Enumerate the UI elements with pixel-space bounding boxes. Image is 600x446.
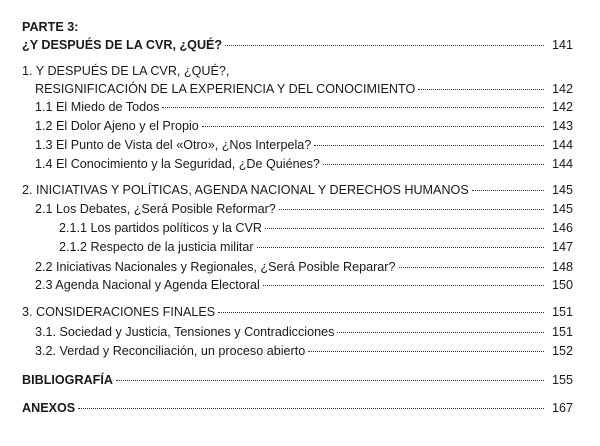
toc-entry-label: 2.3 Agenda Nacional y Agenda Electoral	[35, 278, 260, 292]
toc-entry-subsection	[0, 98, 600, 116]
toc-entry-section-2	[0, 181, 600, 199]
toc-page-number: 142	[551, 82, 573, 96]
dot-leader	[308, 350, 544, 352]
toc-entry-part-title	[0, 36, 600, 54]
toc-entry-subsection	[0, 342, 600, 360]
toc-entry-annexes	[0, 399, 600, 417]
toc-page-number: 151	[551, 325, 573, 339]
dot-leader	[202, 125, 544, 127]
toc-entry-subsection	[0, 155, 600, 173]
toc-entry-label: 2.1 Los Debates, ¿Será Posible Reformar?	[35, 202, 276, 216]
toc-page-number: 144	[551, 157, 573, 171]
toc-entry-subsection	[0, 136, 600, 154]
toc-page-number: 147	[551, 240, 573, 254]
toc-page-number: 152	[551, 344, 573, 358]
toc-entry-subsection	[0, 323, 600, 341]
toc-page-number: 146	[551, 221, 573, 235]
toc-page-number: 141	[551, 38, 573, 52]
toc-entry-label: 3. CONSIDERACIONES FINALES	[22, 305, 216, 319]
toc-entry-label: RESIGNIFICACIÓN DE LA EXPERIENCIA Y DEL CONOCIMIENTO	[35, 82, 416, 96]
dot-leader	[323, 163, 544, 165]
dot-leader	[279, 208, 544, 210]
toc-page-number: 151	[551, 305, 573, 319]
toc-entry-label: 2.1.2 Respecto de la justicia militar	[59, 240, 254, 254]
toc-entry-subsubsection	[0, 238, 600, 256]
toc-page-number: 155	[551, 373, 573, 387]
dot-leader	[314, 144, 544, 146]
dot-leader	[218, 311, 544, 313]
toc-entry-label: 1. Y DESPUÉS DE LA CVR, ¿QUÉ?,	[22, 64, 230, 78]
toc-entry-label: 2.2 Iniciativas Nacionales y Regionales, ¿Será Posible Reparar?	[35, 260, 396, 274]
toc-page-number: 144	[551, 138, 573, 152]
toc-entry-section-3	[0, 303, 600, 321]
toc-entry-subsection	[0, 258, 600, 276]
toc-entry-label: 3.1. Sociedad y Justicia, Tensiones y Contradicciones	[35, 325, 335, 339]
dot-leader	[337, 331, 544, 333]
toc-page-number: 143	[551, 119, 573, 133]
toc-entry-label: ANEXOS	[22, 401, 76, 415]
toc-entry-label: BIBLIOGRAFÍA	[22, 373, 113, 387]
dot-leader	[265, 227, 544, 229]
toc-page-number: 142	[551, 100, 573, 114]
toc-entry-subsection	[0, 117, 600, 135]
toc-entry-bibliography	[0, 371, 600, 389]
toc-page-number: 150	[551, 278, 573, 292]
dot-leader	[399, 266, 544, 268]
dot-leader	[263, 284, 544, 286]
dot-leader	[225, 44, 544, 46]
toc-page-number: 167	[551, 401, 573, 415]
toc-page-number: 148	[551, 260, 573, 274]
toc-entry-subsection	[0, 200, 600, 218]
toc-entry-label: 1.2 El Dolor Ajeno y el Propio	[35, 119, 199, 133]
toc-entry-label: 1.4 El Conocimiento y la Seguridad, ¿De Quiénes?	[35, 157, 320, 171]
dot-leader	[472, 189, 544, 191]
part-heading: PARTE 3:	[22, 20, 79, 34]
dot-leader	[418, 88, 544, 90]
toc-entry-label: ¿Y DESPUÉS DE LA CVR, ¿QUÉ?	[22, 38, 223, 52]
toc-entry-label: 3.2. Verdad y Reconciliación, un proceso abierto	[35, 344, 306, 358]
dot-leader	[116, 379, 544, 381]
toc-entry-subsubsection	[0, 219, 600, 237]
toc-page-number: 145	[551, 183, 573, 197]
toc-entry-label: 2. INICIATIVAS Y POLÍTICAS, AGENDA NACIONAL Y DERECHOS HUMANOS	[22, 183, 469, 197]
toc-entry-subsection	[0, 276, 600, 294]
toc-entry-label: 1.1 El Miedo de Todos	[35, 100, 160, 114]
toc-entry-label: 2.1.1 Los partidos políticos y la CVR	[59, 221, 263, 235]
dot-leader	[162, 106, 544, 108]
toc-page-number: 145	[551, 202, 573, 216]
toc-entry-section-1-continued	[0, 80, 600, 98]
toc-entry-label: 1.3 El Punto de Vista del «Otro», ¿Nos Interpela?	[35, 138, 312, 152]
dot-leader	[257, 246, 544, 248]
dot-leader	[78, 407, 544, 409]
toc-entry-section-1	[0, 62, 600, 80]
